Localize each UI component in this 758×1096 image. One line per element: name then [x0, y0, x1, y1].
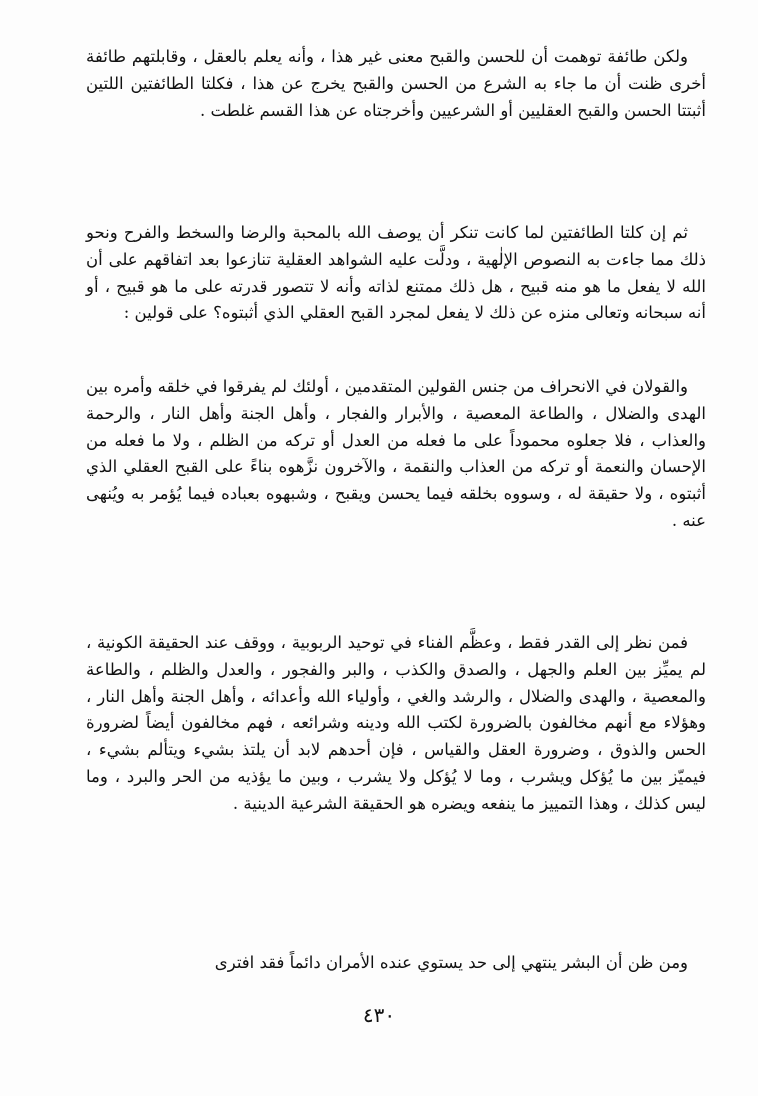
paragraph-5 — [86, 950, 706, 977]
paragraph-3-text: والقولان في الانحراف من جنس القولين المتقدمين ، أولئك لم يفرقوا في خلقه وأمره بين الهدى والضلال ، والطاعة المعصية ، والأبرار والفجار ، وأهل الجنة وأهل النار ، والرحمة والعذاب ، فلا جعلوه محموداً على ما فعله من العدل أو تركه من الظلم ، ولا ما فعله من الإحسان والنعمة أو تركه من العذاب والنقمة ، والآخرون نزَّهوه بناءً على القبح العقلي الذي أثبتوه ، ولا حقيقة له ، وسووه بخلقه فيما يحسن ويقبح ، وشبهوه بعباده فيما يُؤمر به ويُنهى عنه . — [86, 377, 706, 530]
page-number: ٤٣٠ — [362, 1003, 396, 1027]
paragraph-2-text: ثم إن كلتا الطائفتين لما كانت تنكر أن يوصف الله بالمحبة والرضا والسخط والفرح ونحو ذلك مما جاءت به النصوص الإلٰهية ، ودلَّت عليه الشواهد العقلية تنازعوا بعد اتفاقهم على أن الله لا يفعل ما هو منه قبيح ، هل ذلك ممتنع لذاته وأنه لا تتصور قدرته على ما هو قبيح ، أو أنه سبحانه وتعالى منزه عن ذلك لا يفعل لمجرد القبح العقلي الذي أثبتوه؟ على قولين : — [86, 223, 706, 323]
paragraph-1-text: ولكن طائفة توهمت أن للحسن والقبح معنى غير هذا ، وأنه يعلم بالعقل ، وقابلتهم طائفة أخرى ظنت أن ما جاء به الشرع من الحسن والقبح يخرج عن هذا ، فكلتا الطائفتين اللتين أثبتتا الحسن والقبح العقليين أو الشرعيين وأخرجتاه عن هذا القسم غلطت . — [86, 47, 706, 120]
paragraph-4 — [86, 630, 706, 818]
paragraph-2 — [86, 220, 706, 327]
paragraph-3 — [86, 374, 706, 535]
paragraph-4-text: فمن نظر إلى القدر فقط ، وعظَّم الفناء في توحيد الربوبية ، ووقف عند الحقيقة الكونية ، لم يميِّز بين العلم والجهل ، والصدق والكذب ، والبر والفجور ، والعدل والظلم ، والطاعة والمعصية ، والهدى والضلال ، والرشد والغي ، وأولياء الله وأعدائه ، وأهل الجنة وأهل النار ، وهؤلاء مع أنهم مخالفون بالضرورة لكتب الله ودينه وشرائعه ، فهم مخالفون أيضاً لضرورة الحس والذوق ، وضرورة العقل والقياس ، فإن أحدهم لابد أن يلتذ بشيء ويتألم بشيء ، فيميّز بين ما يُؤكل ويشرب ، وما لا يُؤكل ولا يشرب ، وبين ما يؤذيه من الحر والبرد ، وما ليس كذلك ، وهذا التمييز ما ينفعه ويضره هو الحقيقة الشرعية الدينية . — [86, 633, 706, 813]
paragraph-1 — [86, 44, 706, 124]
paragraph-5-text: ومن ظن أن البشر ينتهي إلى حد يستوي عنده الأمران دائماً فقد افترى — [214, 953, 688, 972]
